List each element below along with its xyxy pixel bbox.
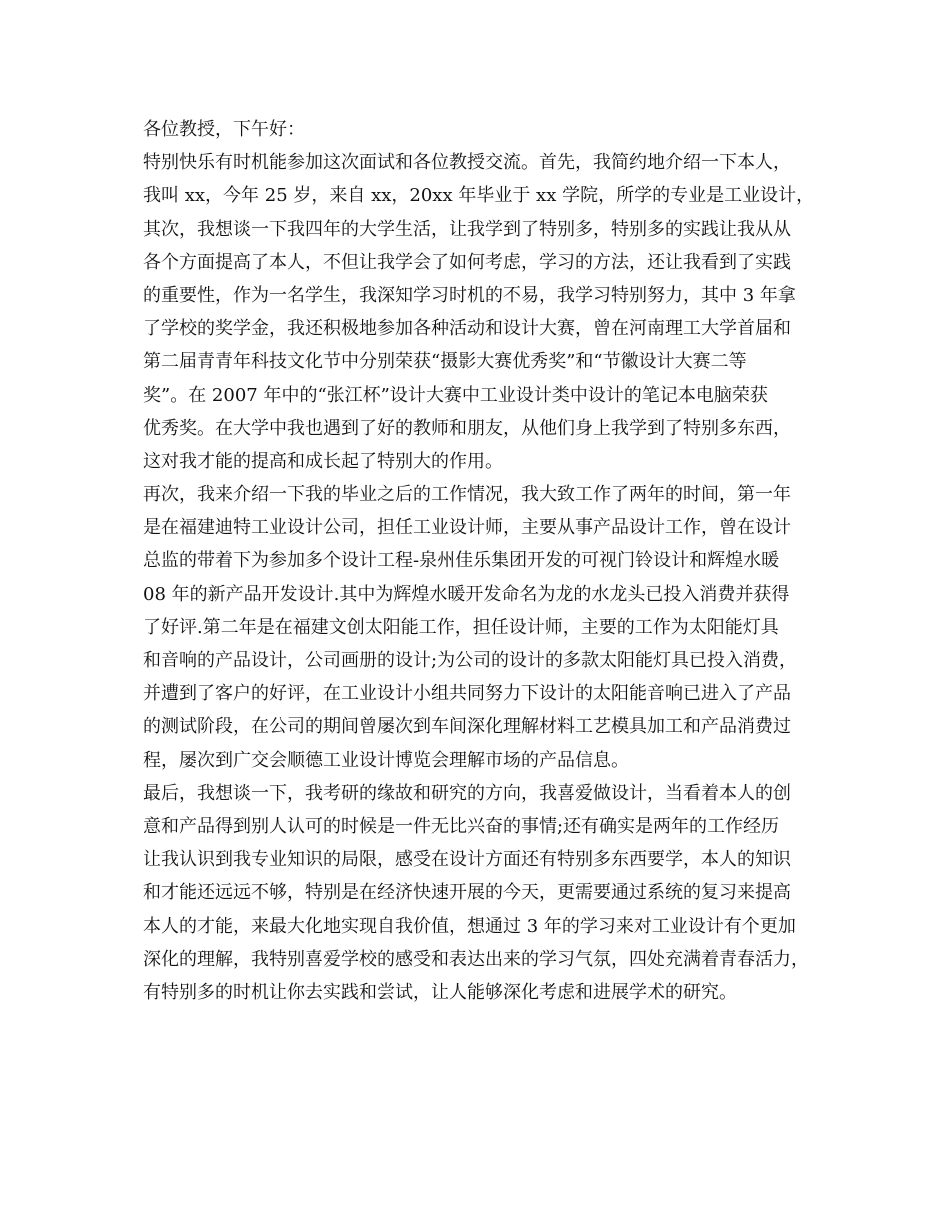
- text-line: 第二届青青年科技文化节中分别荣获“摄影大赛优秀奖”和“节徽设计大赛二等: [143, 351, 747, 373]
- text-line: 特别快乐有时机能参加这次面试和各位教授交流。首先，我简约地介绍一下本人，: [143, 152, 791, 174]
- text-line: 这对我才能的提高和成长起了特别大的作用。: [143, 450, 503, 472]
- text-line: 深化的理解，我特别喜爱学校的感受和表达出来的学习气氛，四处充满着青春活力，: [143, 948, 809, 970]
- text-line: 并遭到了客户的好评，在工业设计小组共同努力下设计的太阳能音响已进入了产品: [143, 683, 791, 705]
- text-line: 再次，我来介绍一下我的毕业之后的工作情况，我大致工作了两年的时间，第一年: [143, 484, 791, 506]
- text-line: 和才能还远远不够，特别是在经济快速开展的今天，更需要通过系统的复习来提高: [143, 882, 791, 904]
- text-line: 我叫 xx，今年 25 岁，来自 xx，20xx 年毕业于 xx 学院，所学的专业是工业设计，: [143, 185, 815, 207]
- text-line: 的测试阶段，在公司的期间曾屡次到车间深化理解材料工艺模具加工和产品消费过: [143, 716, 791, 738]
- text-line: 和音响的产品设计，公司画册的设计;为公司的设计的多款太阳能灯具已投入消费，: [143, 650, 798, 671]
- text-line: 意和产品得到别人认可的时候是一件无比兴奋的事情;还有确实是两年的工作经历: [143, 815, 780, 837]
- text-line: 了学校的奖学金，我还积极地参加各种活动和设计大赛，曾在河南理工大学首届和: [143, 318, 791, 340]
- text-line: 最后，我想谈一下，我考研的缘故和研究的方向，我喜爱做设计，当看着本人的创: [143, 782, 791, 804]
- text-line: 各个方面提高了本人，不但让我学会了如何考虑，学习的方法，还让我看到了实践: [143, 251, 791, 273]
- text-line: 是在福建迪特工业设计公司，担任工业设计师，主要从事产品设计工作，曾在设计: [143, 517, 791, 539]
- text-line: 08 年的新产品开发设计.其中为辉煌水暖开发命名为龙的水龙头已投入消费并获得: [143, 583, 790, 605]
- text-line: 程，屡次到广交会顺德工业设计博览会理解市场的产品信息。: [143, 749, 629, 771]
- text-line: 本人的才能，来最大化地实现自我价值，想通过 3 年的学习来对工业设计有个更加: [143, 915, 796, 937]
- text-line: 了好评.第二年是在福建文创太阳能工作，担任设计师，主要的工作为太阳能灯具: [143, 616, 779, 638]
- text-line: 优秀奖。在大学中我也遇到了好的教师和朋友，从他们身上我学到了特别多东西，: [143, 417, 791, 439]
- text-line-salutation: 各位教授，下午好：: [143, 119, 305, 140]
- document-body: [143, 113, 823, 1009]
- text-line: 有特别多的时机让你去实践和尝试，让人能够深化考虑和进展学术的研究。: [143, 981, 737, 1003]
- text-line: 奖”。在 2007 年中的“张江杯”设计大赛中工业设计类中设计的笔记本电脑荣获: [143, 384, 768, 406]
- text-line: 的重要性，作为一名学生，我深知学习时机的不易，我学习特别努力，其中 3 年拿: [143, 284, 796, 306]
- text-line: 其次，我想谈一下我四年的大学生活，让我学到了特别多，特别多的实践让我从从: [143, 218, 791, 240]
- text-line: 总监的带着下为参加多个设计工程-泉州佳乐集团开发的可视门铃设计和辉煌水暖: [143, 550, 780, 572]
- text-line: 让我认识到我专业知识的局限，感受在设计方面还有特别多东西要学，本人的知识: [143, 849, 791, 871]
